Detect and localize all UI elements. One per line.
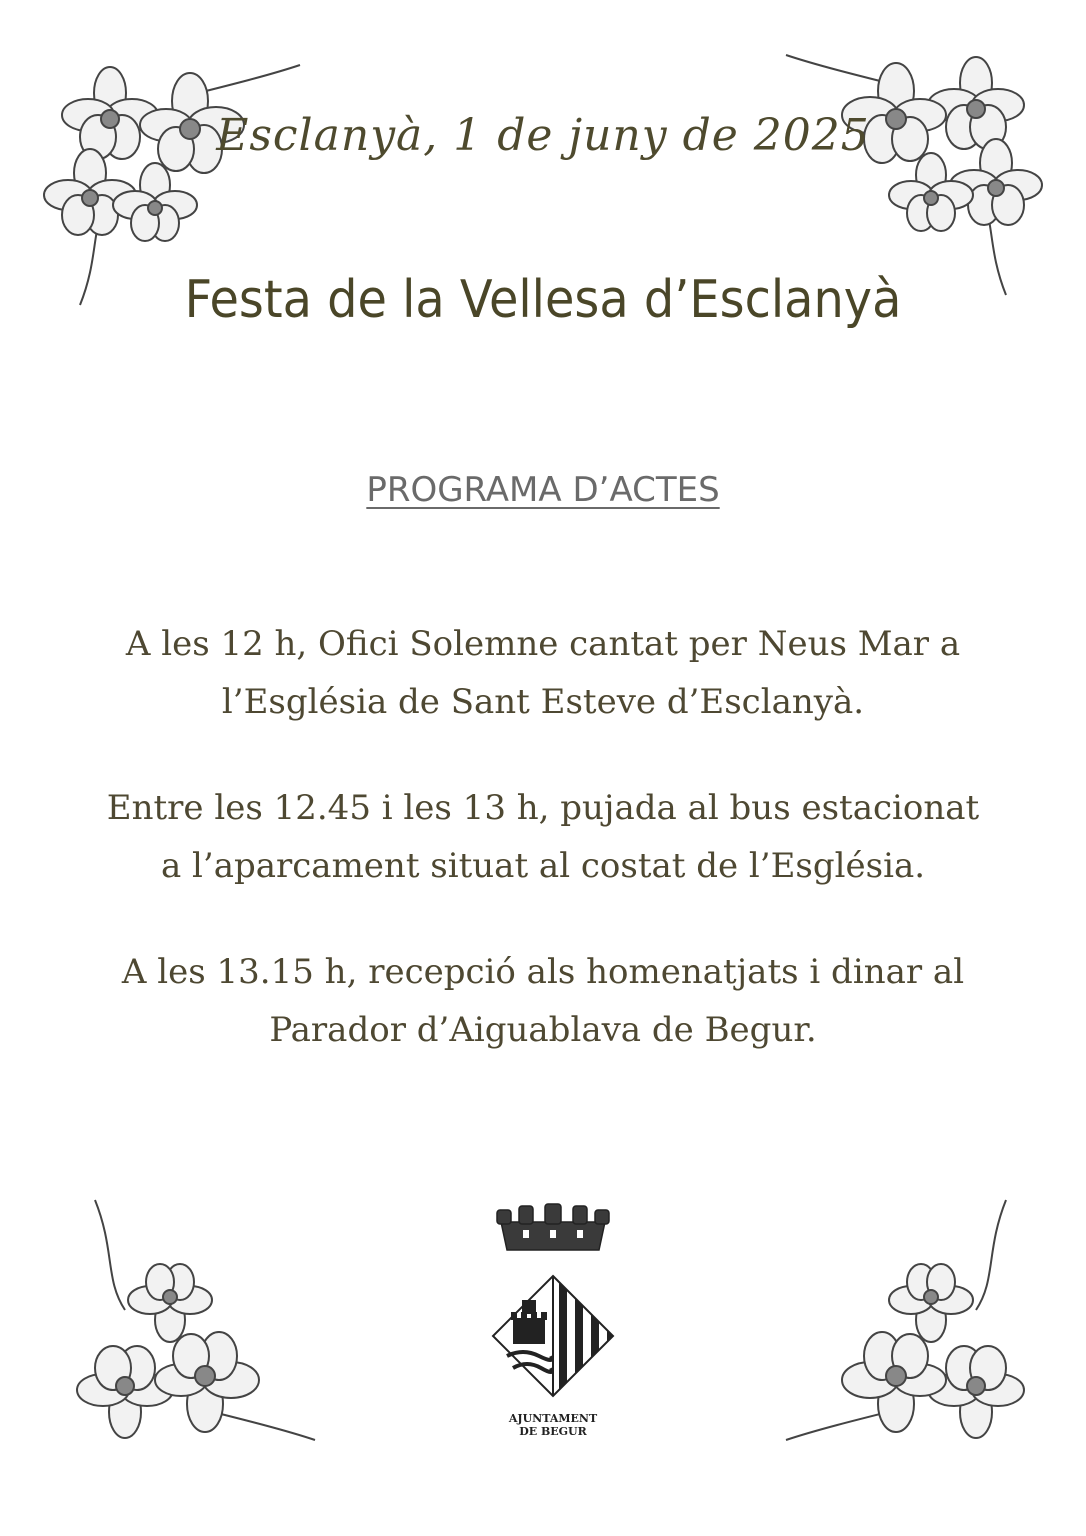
logo-text-line: AJUNTAMENT: [508, 1412, 598, 1425]
orchid-icon: [55, 1180, 325, 1450]
program-item-line: A les 13.15 h, recepció als homenatjats i dinar al: [121, 952, 965, 992]
event-date: Esclanyà, 1 de juny de 2025: [216, 110, 870, 161]
program-list: [60, 615, 1026, 1107]
orchid-icon: [776, 1180, 1046, 1450]
orchid-decoration-bottom-right: [776, 1180, 1046, 1450]
program-item: [60, 779, 1026, 895]
orchid-decoration-bottom-left: [55, 1180, 325, 1450]
coat-of-arms-icon: [483, 1200, 623, 1410]
program-item-line: A les 12 h, Ofici Solemne cantat per Neus Mar a: [125, 624, 961, 664]
page-title: Festa de la Vellesa d’Esclanyà: [184, 270, 902, 330]
program-item-line: a l’aparcament situat al costat de l’Església.: [160, 846, 926, 886]
program-item-line: Entre les 12.45 i les 13 h, pujada al bus estacionat: [106, 788, 980, 828]
logo-text-line: DE BEGUR: [519, 1425, 587, 1438]
program-item: [60, 615, 1026, 731]
program-item-line: Parador d’Aiguablava de Begur.: [269, 1010, 817, 1050]
program-item-line: l’Església de Sant Esteve d’Esclanyà.: [221, 682, 865, 722]
program-item: [60, 943, 1026, 1059]
program-heading: PROGRAMA D’ACTES: [366, 470, 720, 510]
municipal-logo: [468, 1200, 638, 1440]
logo-text: [468, 1412, 638, 1438]
